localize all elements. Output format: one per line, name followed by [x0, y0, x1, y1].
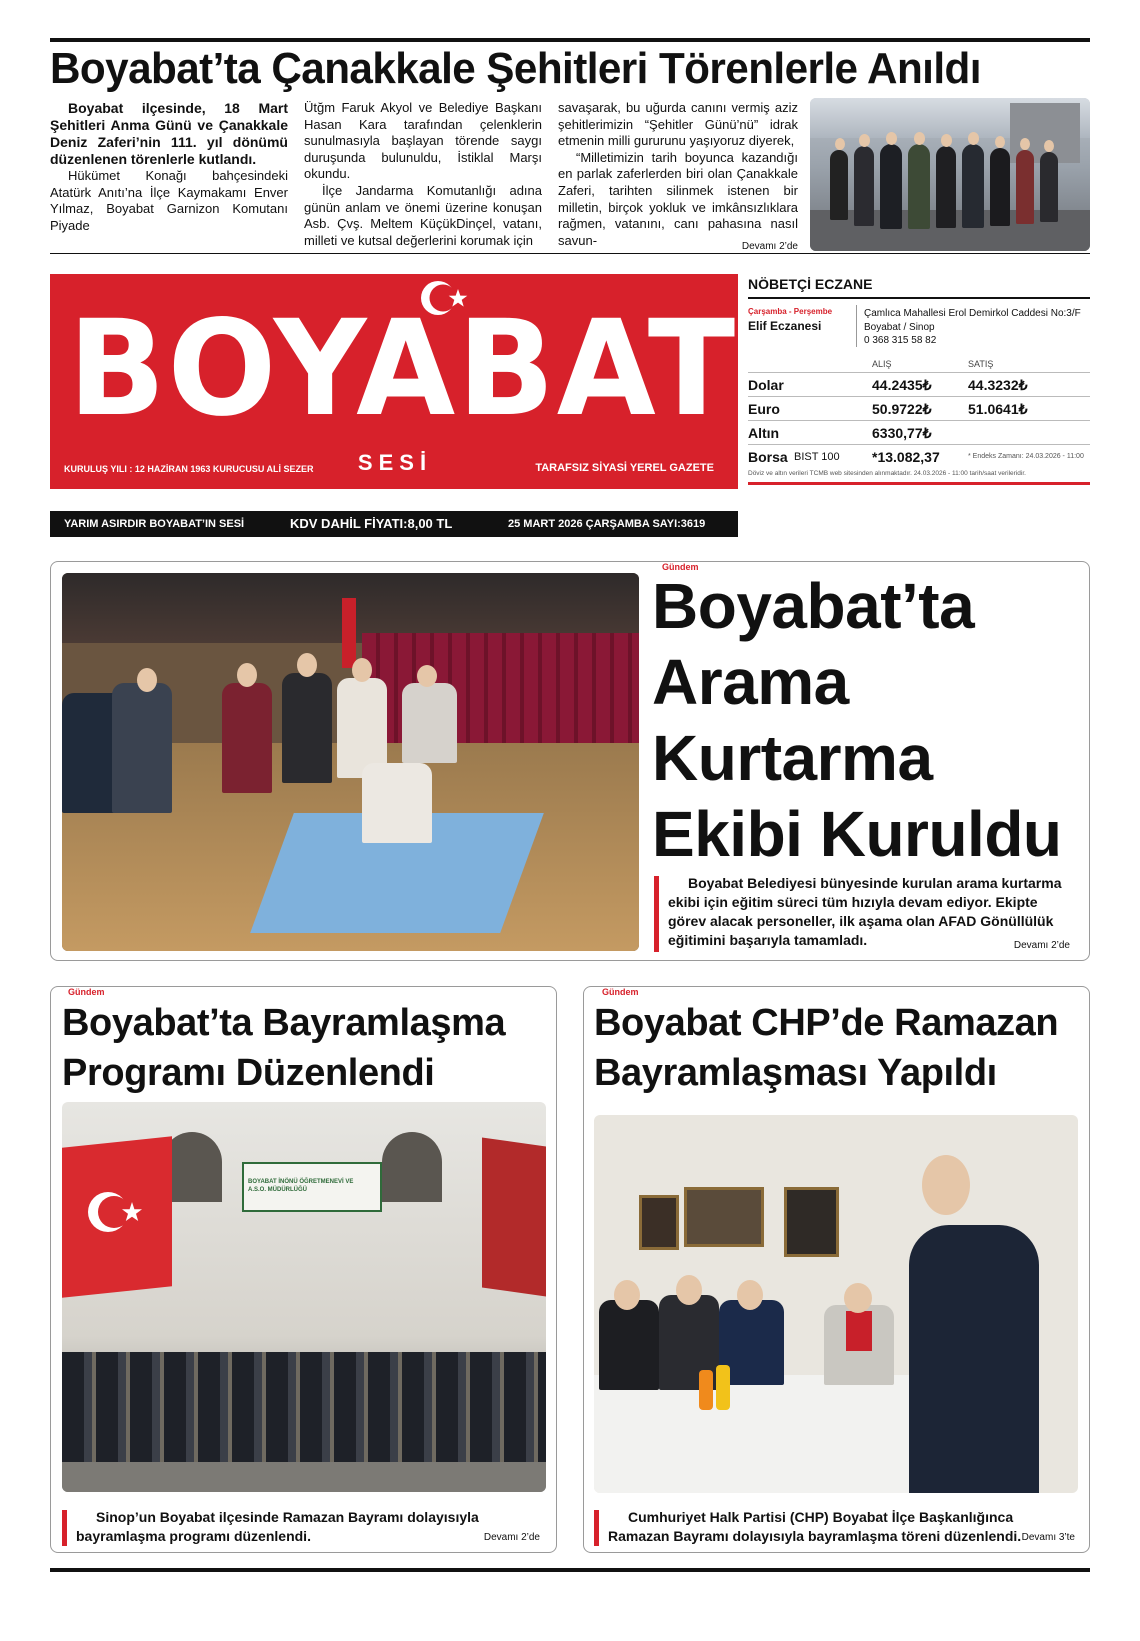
school-sign [242, 1162, 382, 1212]
top-rule [50, 38, 1090, 42]
borsa-index: BIST 100 [794, 451, 840, 463]
fx-row-dolar [748, 374, 1090, 396]
main-story-redbar [654, 876, 659, 952]
chp-bayramlasma-photo [594, 1115, 1078, 1493]
left-story-redbar [62, 1510, 67, 1546]
borsa-value: *13.082,37 [872, 449, 940, 465]
fx-row-borsa [748, 446, 1090, 468]
top-headline[interactable]: Boyabat’ta Çanakkale Şehitleri Törenlerle Anıldı [50, 44, 981, 93]
sidebar-red-rule [748, 482, 1090, 485]
masthead-title[interactable]: BOYABAT [68, 292, 738, 446]
bottom-rule [50, 1568, 1090, 1572]
main-headline-line: Kurtarma [652, 722, 933, 794]
fx-rule [748, 396, 1090, 397]
masthead-founded: KURULUŞ YILI : 12 HAZİRAN 1963 KURUCUSU ALİ SEZER [64, 464, 314, 474]
fx-buy-label: ALIŞ [872, 359, 892, 369]
fx-buy: 50.9722₺ [872, 401, 932, 417]
school-sign-line1: BOYABAT İNÖNÜ ÖĞRETMENEVİ VE [248, 1179, 354, 1185]
right-story-headline[interactable] [594, 998, 1088, 1098]
fx-source-note: Döviz ve altın verileri TCMB web sitesinden alınmaktadır. 24.03.2026 - 11:00 tarih/saat verileridir. [748, 470, 1026, 477]
top-article-col3-p2: “Milletimizin tarih boyunca kazandığı en parlak zaferlerden biri olan Çanakkale Zaferi, tarihten silinmek istenen bir milletin, birçok yokluk ve imkânsızlıklara rağmen, vatanını, canı pahasına nasıl savun- [558, 149, 798, 248]
pharmacy-address-line2: Boyabat / Sinop [864, 321, 935, 333]
bayramlasma-photo [62, 1102, 546, 1492]
right-story-continued[interactable]: Devamı 3’te [1021, 1532, 1075, 1543]
left-story-continued[interactable]: Devamı 2’de [483, 1532, 540, 1543]
main-story-blurb: Boyabat Belediyesi bünyesinde kurulan arama kurtarma ekibi için eğitim süreci tüm hızıyla devam ediyor. Ekipte görev alacak personeller, ilk aşama olan AFAD Gönüllülük eğitimini başarıyla tamamladı. [668, 875, 1062, 948]
pharmacy-name[interactable]: Elif Eczanesi [748, 319, 822, 333]
right-headline-line: Boyabat CHP’de Ramazan [594, 1002, 1059, 1044]
fx-buy: 6330,77₺ [872, 425, 932, 441]
main-headline-line: Boyabat’ta [652, 570, 975, 642]
pharmacy-address-line1: Çamlıca Mahallesi Erol Demirkol Caddesi No:3/F [864, 308, 1081, 319]
top-article-divider [50, 253, 1090, 254]
fx-rule [748, 372, 1090, 373]
school-sign-line2: A.S.O. MÜDÜRLÜĞÜ [248, 1187, 307, 1193]
strip-date: 25 MART 2026 ÇARŞAMBA SAYI:3619 [508, 518, 706, 530]
left-story-blurb: Sinop’un Boyabat ilçesinde Ramazan Bayramı dolayısıyla bayramlaşma programı düzenlendi. [76, 1509, 479, 1544]
fx-name: Euro [748, 401, 780, 417]
left-story-tag[interactable]: Gündem [68, 987, 105, 997]
flag-crescent-icon [82, 1182, 152, 1242]
right-story-tag[interactable]: Gündem [602, 987, 639, 997]
masthead-slogan: TARAFSIZ SİYASİ YEREL GAZETE [535, 462, 714, 474]
top-article-col2 [304, 100, 542, 249]
left-story-headline[interactable] [62, 998, 552, 1098]
left-headline-line: Boyabat’ta Bayramlaşma [62, 1002, 506, 1044]
strip-price: KDV DAHİL FİYATI:8,00 TL [290, 516, 453, 531]
right-headline-line: Bayramlaşması Yapıldı [594, 1052, 997, 1094]
pharmacy-days: Çarşamba - Perşembe [748, 307, 833, 316]
right-story-redbar [594, 1510, 599, 1546]
borsa-label: Borsa [748, 449, 788, 465]
top-article-lead: Boyabat ilçesinde, 18 Mart Şehitleri Anma Günü ve Çanakkale Deniz Zaferi’nin 111. yıl dönümü düzenlenen törenlerle kutlandı. [50, 100, 288, 167]
fx-buy: 44.2435₺ [872, 377, 932, 393]
fx-sell: 44.3232₺ [968, 377, 1028, 393]
pharmacy-phone: 0 368 315 58 82 [864, 335, 937, 346]
top-article-col2-p2: İlçe Jandarma Komutanlığı adına günün anlam ve önemi üzerine konuşan Asb. Çvş. Meltem KüçükDinçel, vatanı, milleti ve kutsal değerlerini korumak için [304, 182, 542, 248]
top-article-col3 [558, 100, 798, 249]
fx-rule [748, 444, 1090, 445]
left-headline-line: Programı Düzenlendi [62, 1052, 435, 1094]
fx-rule [748, 420, 1090, 421]
masthead-strip [50, 511, 738, 537]
main-story-continued[interactable]: Devamı 2’de [1013, 940, 1070, 951]
pharmacy-rule [748, 297, 1090, 299]
fx-row-euro [748, 398, 1090, 420]
top-article-col3-p1: savaşarak, bu uğurda canını vermiş aziz şehitlerimizin “Şehitler Günü’nü” idrak etmenin milli gururunu yaşıyoruz diyerek, [558, 100, 798, 149]
fx-name: Dolar [748, 377, 784, 393]
main-headline-line: Arama [652, 646, 849, 718]
masthead [50, 274, 738, 489]
right-story-blurb: Cumhuriyet Halk Partisi (CHP) Boyabat İlçe Başkanlığınca Ramazan Bayramı dolayısıyla bayramlaşma töreni düzenlendi. [608, 1509, 1022, 1544]
main-story-tag[interactable]: Gündem [662, 562, 699, 572]
pharmacy-title: NÖBETÇİ ECZANE [748, 276, 873, 292]
fx-sell: 51.0641₺ [968, 401, 1028, 417]
borsa-note: * Endeks Zamanı: 24.03.2026 - 11:00 [968, 453, 1084, 460]
pharmacy-separator [856, 305, 857, 347]
top-article-col2-p1: Ütğm Faruk Akyol ve Belediye Başkanı Hasan Kara tarafından çelenklerin sunulmasıyla başlayan törende saygı duruşunda bulunuldu, İstiklal Marşı okundu. [304, 100, 542, 182]
main-headline-line: Ekibi Kuruldu [652, 798, 1062, 870]
main-story-headline[interactable] [652, 568, 1082, 872]
top-article-col1-body: Hükümet Konağı bahçesindeki Atatürk Anıtı’na İlçe Kaymakamı Enver Yılmaz, Boyabat Garnizon Komutanı Piyade [50, 168, 288, 233]
rescue-training-photo [62, 573, 639, 951]
fx-sell-label: SATIŞ [968, 359, 994, 369]
top-article-col1 [50, 100, 288, 234]
strip-motto: YARIM ASIRDIR BOYABAT’IN SESİ [64, 518, 245, 530]
pharmacy-address [864, 307, 1090, 348]
fx-name: Altın [748, 425, 780, 441]
fx-row-altin [748, 422, 1090, 444]
top-article-continued[interactable]: Devamı 2’de [741, 241, 798, 252]
masthead-subtitle: SESİ [357, 450, 433, 475]
ceremony-photo [810, 98, 1090, 251]
